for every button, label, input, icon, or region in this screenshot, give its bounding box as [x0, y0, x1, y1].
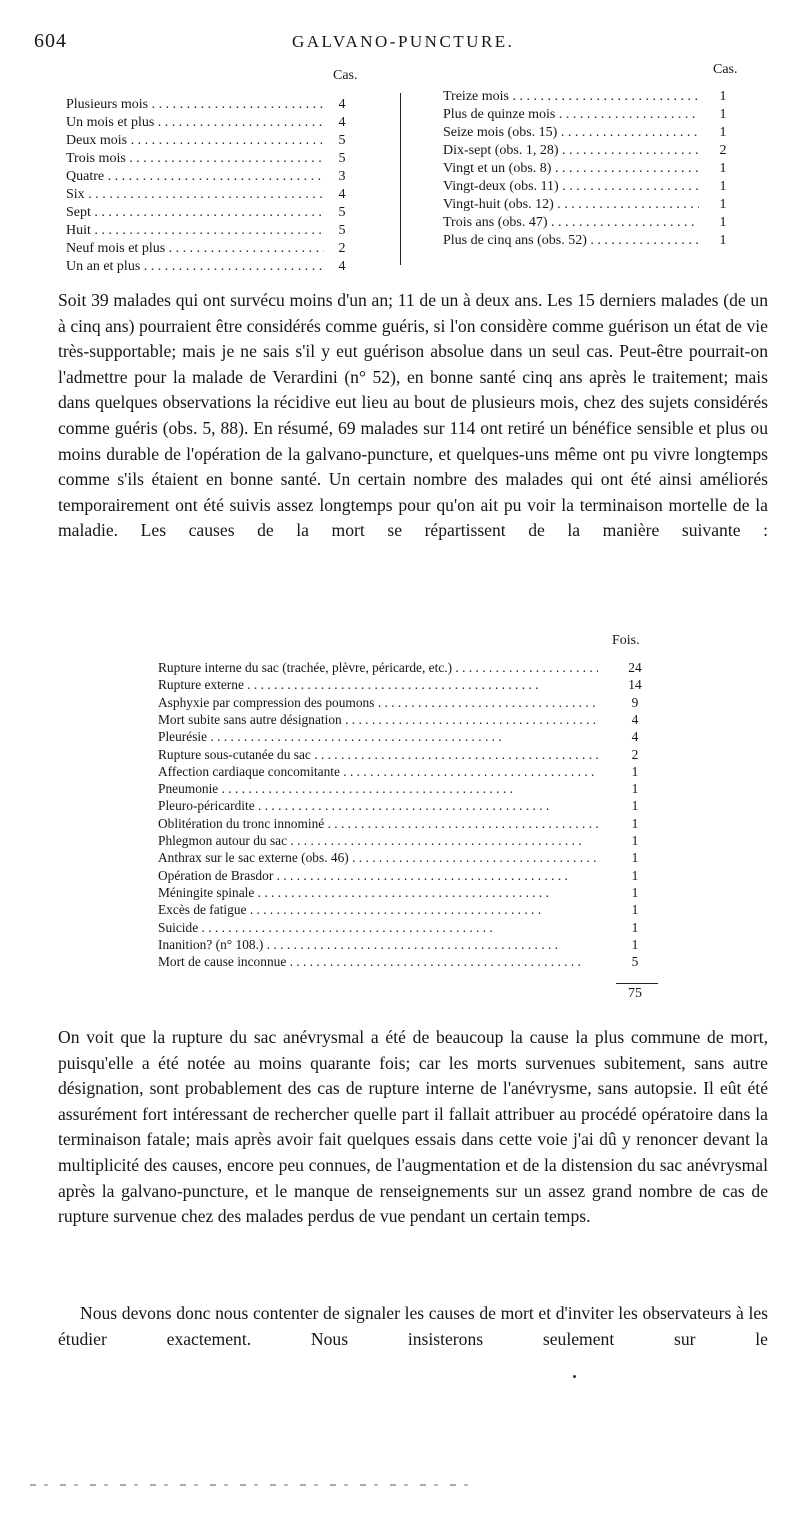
cause-count: 1	[631, 884, 639, 900]
cause-label: Rupture sous-cutanée du sac . . .	[158, 746, 598, 763]
duration-label: Sept . . .	[66, 204, 324, 222]
duration-count: 1	[719, 89, 727, 104]
causes-total: 75	[628, 986, 642, 1001]
duration-label: Trois ans (obs. 47) . . .	[443, 214, 699, 232]
cause-label: Phlegmon autour du sac . . .	[158, 832, 598, 849]
duration-count: 1	[719, 107, 727, 122]
duration-row	[66, 186, 366, 204]
cause-label: Opération de Brasdor . . .	[158, 867, 598, 884]
body-paragraph: Nous devons donc nous contenter de signaler les causes de mort et d'inviter les observateurs à les étudier exactement. Nous insisterons seulement sur le	[58, 1303, 768, 1349]
duration-count: 1	[719, 179, 727, 194]
page-header	[34, 30, 774, 54]
cause-label: Suicide . . .	[158, 919, 598, 936]
cause-count: 2	[631, 746, 639, 762]
duration-count: 5	[338, 133, 346, 148]
duration-label: Plusieurs mois . . .	[66, 96, 324, 114]
duration-row	[443, 214, 743, 232]
cause-row	[158, 832, 648, 849]
duration-row	[66, 204, 366, 222]
duration-row	[66, 258, 366, 276]
cause-row	[158, 849, 648, 866]
cause-row	[158, 728, 648, 745]
total-rule	[616, 983, 658, 984]
duration-row	[66, 114, 366, 132]
duration-count: 4	[338, 97, 346, 112]
cause-count: 4	[631, 729, 639, 745]
duration-row	[66, 150, 366, 168]
duration-row	[443, 196, 743, 214]
cause-row	[158, 746, 648, 763]
cause-label: Affection cardiaque concomitante . . .	[158, 763, 598, 780]
page-number: 604	[34, 30, 67, 52]
duration-label: Plus de quinze mois . . .	[443, 106, 699, 124]
cause-label: Rupture interne du sac (trachée, plèvre, péricarde, etc.) . . .	[158, 659, 598, 676]
duration-count: 5	[338, 151, 346, 166]
duration-label: Vingt-deux (obs. 11) . . .	[443, 178, 699, 196]
duration-row	[443, 142, 743, 160]
duration-label: Vingt-huit (obs. 12) . . .	[443, 196, 699, 214]
body-paragraph: On voit que la rupture du sac anévrysmal a été de beaucoup la cause la plus commune de mort, puisqu'elle a été notée au moins quarante fois; car les morts survenues subitement, sans autre désignation, sont probablement des cas de rupture interne de l'anévrysme, sans autopsie. Il eût été assurément fort intéressant de rechercher quelle part il fallait attribuer au procédé opératoire dans la terminaison fatale; mais après avoir fait quelques essais dans cette voie j'ai dû y renoncer devant la multiplicité des causes, encore peu connues, de l'augmentation et de la distension du sac anévrysmal après la galvano-puncture, et le manque de renseignements sur un assez grand nombre de cas de rupture survenue chez des malades perdus de vue pendant un certain temps.	[58, 1027, 768, 1227]
cause-count: 4	[631, 711, 639, 727]
cause-label: Méningite spinale . . .	[158, 884, 598, 901]
running-title: GALVANO-PUNCTURE.	[292, 32, 515, 51]
duration-label: Un an et plus . . .	[66, 258, 324, 276]
duration-table-left-header: Cas.	[333, 68, 358, 83]
duration-row	[443, 106, 743, 124]
cause-count: 1	[631, 815, 639, 831]
cause-row	[158, 815, 648, 832]
cause-count: 1	[631, 936, 639, 952]
cause-label: Pleuro-péricardite . . .	[158, 797, 598, 814]
cause-count: 1	[631, 850, 639, 866]
cause-label: Rupture externe . . .	[158, 676, 598, 693]
cause-row	[158, 867, 648, 884]
duration-count: 4	[338, 187, 346, 202]
cause-label: Inanition? (n° 108.) . . .	[158, 936, 598, 953]
duration-table-right-header: Cas.	[713, 62, 738, 77]
cause-row	[158, 797, 648, 814]
duration-count: 2	[719, 143, 727, 158]
duration-label: Dix-sept (obs. 1, 28) . . .	[443, 142, 699, 160]
cause-row	[158, 711, 648, 728]
duration-row	[443, 160, 743, 178]
cause-row	[158, 763, 648, 780]
cause-count: 24	[628, 660, 642, 675]
duration-count: 1	[719, 197, 727, 212]
duration-count: 1	[719, 215, 727, 230]
cause-label: Mort subite sans autre désignation . . .	[158, 711, 598, 728]
duration-count: 5	[338, 223, 346, 238]
duration-label: Plus de cinq ans (obs. 52) . . .	[443, 232, 699, 250]
duration-row	[66, 132, 366, 150]
cause-label: Asphyxie par compression des poumons . . .	[158, 694, 598, 711]
duration-count: 4	[338, 115, 346, 130]
cause-row	[158, 694, 648, 711]
duration-row	[443, 88, 743, 106]
cause-row	[158, 936, 648, 953]
duration-count: 3	[338, 169, 346, 184]
duration-label: Huit . . .	[66, 222, 324, 240]
cause-count: 9	[631, 694, 639, 710]
cause-count: 1	[631, 867, 639, 883]
cause-label: Pneumonie . . .	[158, 780, 598, 797]
cause-row	[158, 780, 648, 797]
duration-label: Seize mois (obs. 15) . . .	[443, 124, 699, 142]
duration-count: 1	[719, 161, 727, 176]
duration-label: Un mois et plus . . .	[66, 114, 324, 132]
cause-row	[158, 676, 648, 693]
cause-label: Oblitération du tronc innominé . . .	[158, 815, 598, 832]
duration-count: 5	[338, 205, 346, 220]
cause-count: 1	[631, 763, 639, 779]
body-paragraph: Soit 39 malades qui ont survécu moins d'un an; 11 de un à deux ans. Les 15 derniers malades (de un à cinq ans) pourraient être considérés comme guéris, si l'on considère comme guérison un état de vie très-supportable; mais je ne sais s'il y eut guérison absolue dans un seul cas. Peut-être pourrait-on l'admettre pour la malade de Verardini (n° 52), en bonne santé cinq ans après le traitement; mais dans quelques observations la récidive eut lieu au bout de plusieurs mois, chez des sujets considérés comme guéris (obs. 5, 88). En résumé, 69 malades sur 114 ont retiré un bénéfice sensible et plus ou moins durable de l'opération de la galvano-puncture, et quelques-uns même ont pu vivre longtemps comme s'ils étaient en bonne santé. Un certain nombre des malades qui ont été ainsi améliorés temporairement ont été suivis assez longtemps pour qu'on ait pu voir la terminaison mortelle de la maladie. Les causes de la mort se répartissent de la manière suivante :	[58, 290, 768, 541]
cause-count: 5	[631, 954, 639, 970]
cause-label: Mort de cause inconnue . . .	[158, 953, 598, 970]
duration-label: Quatre . . .	[66, 168, 324, 186]
cause-label: Pleurésie . . .	[158, 728, 598, 745]
duration-label: Vingt et un (obs. 8) . . .	[443, 160, 699, 178]
cause-count: 14	[628, 677, 642, 693]
duration-count: 2	[338, 241, 346, 256]
column-divider	[400, 93, 401, 265]
ink-speck	[573, 1375, 576, 1378]
duration-row	[66, 240, 366, 258]
cause-row	[158, 901, 648, 918]
duration-row	[66, 168, 366, 186]
duration-row	[66, 222, 366, 240]
cause-row	[158, 953, 648, 970]
duration-label: Neuf mois et plus . . .	[66, 240, 324, 258]
duration-label: Deux mois . . .	[66, 132, 324, 150]
cause-row	[158, 919, 648, 936]
duration-label: Treize mois . . .	[443, 88, 699, 106]
duration-label: Six . . .	[66, 186, 324, 204]
causes-table-header: Fois.	[612, 633, 640, 648]
duration-row	[66, 96, 366, 114]
duration-label: Trois mois . . .	[66, 150, 324, 168]
cause-count: 1	[631, 781, 639, 797]
cause-count: 1	[631, 902, 639, 918]
duration-count: 1	[719, 125, 727, 140]
cause-count: 1	[631, 833, 639, 848]
duration-row	[443, 178, 743, 196]
duration-count: 4	[338, 259, 346, 274]
cause-count: 1	[631, 798, 639, 814]
cause-row	[158, 884, 648, 901]
duration-row	[443, 124, 743, 142]
cause-count: 1	[631, 919, 639, 935]
cause-row	[158, 659, 648, 676]
duration-row	[443, 232, 743, 250]
cause-label: Anthrax sur le sac externe (obs. 46) . . .	[158, 849, 598, 866]
cause-label: Excès de fatigue . . .	[158, 901, 598, 918]
duration-count: 1	[719, 233, 727, 248]
footer-rule	[30, 1484, 470, 1486]
